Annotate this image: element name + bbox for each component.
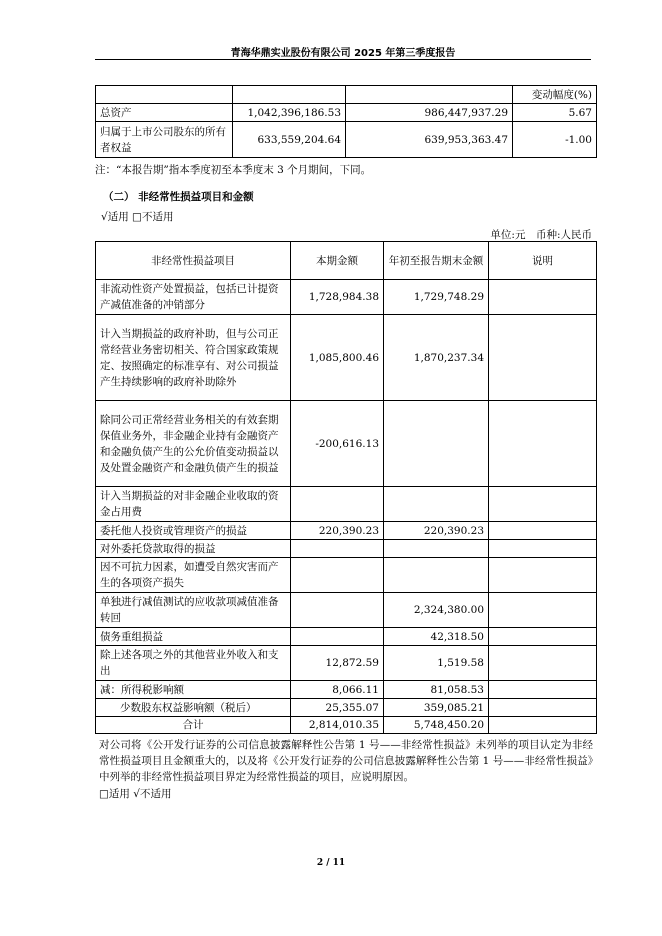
t1-header-empty-1 [96, 86, 233, 104]
t1-row-change: 5.67 [513, 104, 597, 122]
t2-row-note [489, 401, 597, 487]
t2-row-note [489, 280, 597, 315]
applicable-checkbox-line-2: □适用 √不适用 [99, 788, 172, 800]
t2-header-note: 说明 [489, 242, 597, 280]
t2-row-item: 对外委托贷款取得的损益 [96, 540, 291, 558]
t2-row-note [489, 558, 597, 593]
t2-row-item: 计入当期损益的政府补助，但与公司正常经营业务密切相关、符合国家政策规定、按照确定的标准享有、对公司损益产生持续影响的政府补助除外 [96, 315, 291, 401]
t1-row-prior: 986,447,937.29 [346, 104, 513, 122]
t1-row-item: 归属于上市公司股东的所有者权益 [96, 122, 233, 158]
t2-row-note [489, 646, 597, 681]
t2-row-note [489, 681, 597, 699]
t2-row-ytd: 1,729,748.29 [384, 280, 489, 315]
t2-row-ytd: 42,318.50 [384, 628, 489, 646]
t2-row-current: 220,390.23 [291, 522, 384, 540]
t2-row-current: 1,085,800.46 [291, 315, 384, 401]
explanation-paragraph: 对公司将《公开发行证券的公司信息披露解释性公告第 1 号——非经常性损益》未列举的项目认定为非经常性损益项目且金额重大的，以及将《公开发行证券的公司信息披露解释性公告第 1 号——非经常性损益》中列举的非经常性损益项目界定为经常性损益的项目，应说明原因。 [99, 739, 593, 783]
t2-row-note [489, 628, 597, 646]
t1-row-item: 总资产 [96, 104, 233, 122]
t2-row-current: 12,872.59 [291, 646, 384, 681]
t2-total-note [489, 717, 597, 734]
t2-total-ytd: 5,748,450.20 [384, 717, 489, 734]
t1-row-change: -1.00 [513, 122, 597, 158]
t2-row-ytd: 220,390.23 [384, 522, 489, 540]
t2-row-item: 因不可抗力因素，如遭受自然灾害而产生的各项资产损失 [96, 558, 291, 593]
t2-row-current [291, 558, 384, 593]
t2-row-current: 8,066.11 [291, 681, 384, 699]
section-title: （二） 非经常性损益项目和金额 [103, 191, 254, 203]
t1-header-empty-3 [346, 86, 513, 104]
t2-total-current: 2,814,010.35 [291, 717, 384, 734]
header-rule [95, 59, 591, 60]
t2-row-note [489, 315, 597, 401]
applicable-checkbox-line: √适用 □不适用 [101, 211, 174, 223]
t2-row-current: 1,728,984.38 [291, 280, 384, 315]
t2-header-current: 本期金额 [291, 242, 384, 280]
report-period-note: 注：“本报告期”指本季度初至本季度末 3 个月期间，下同。 [95, 164, 372, 176]
t2-row-current [291, 593, 384, 628]
t2-row-note [489, 540, 597, 558]
t2-header-item: 非经常性损益项目 [96, 242, 291, 280]
t1-header-empty-2 [233, 86, 346, 104]
t2-row-ytd: 1,519.58 [384, 646, 489, 681]
financial-indicators-table [95, 85, 597, 158]
t2-row-ytd: 1,870,237.34 [384, 315, 489, 401]
t2-row-ytd [384, 540, 489, 558]
t2-row-current [291, 487, 384, 522]
t2-row-item: 少数股东权益影响额（税后） [96, 699, 291, 717]
page-number: 2 / 11 [316, 858, 346, 868]
t2-row-ytd: 359,085.21 [384, 699, 489, 717]
t2-row-ytd: 81,058.53 [384, 681, 489, 699]
t1-header-change: 变动幅度(%) [513, 86, 597, 104]
unit-currency: 单位:元 币种:人民币 [490, 229, 592, 241]
t2-row-item: 计入当期损益的对非金融企业收取的资金占用费 [96, 487, 291, 522]
t2-row-note [489, 487, 597, 522]
page-header: 青海华鼎实业股份有限公司 2025 年第三季度报告 [230, 48, 456, 59]
t1-row-current: 1,042,396,186.53 [233, 104, 346, 122]
t1-row-prior: 639,953,363.47 [346, 122, 513, 158]
t2-row-item: 减：所得税影响额 [96, 681, 291, 699]
t2-row-ytd [384, 401, 489, 487]
t2-row-ytd [384, 487, 489, 522]
t2-row-item: 委托他人投资或管理资产的损益 [96, 522, 291, 540]
t2-total-label: 合计 [96, 717, 291, 734]
non-recurring-items-table [95, 241, 597, 734]
t2-header-ytd: 年初至报告期末金额 [384, 242, 489, 280]
t2-row-current: -200,616.13 [291, 401, 384, 487]
t2-row-note [489, 522, 597, 540]
t2-row-item: 非流动性资产处置损益，包括已计提资产减值准备的冲销部分 [96, 280, 291, 315]
t2-row-current: 25,355.07 [291, 699, 384, 717]
t2-row-note [489, 593, 597, 628]
t2-row-note [489, 699, 597, 717]
t2-row-current [291, 540, 384, 558]
t2-row-item: 单独进行减值测试的应收款项减值准备转回 [96, 593, 291, 628]
t2-row-current [291, 628, 384, 646]
t2-row-ytd [384, 558, 489, 593]
t2-row-item: 除同公司正常经营业务相关的有效套期保值业务外，非金融企业持有金融资产和金融负债产生的公允价值变动损益以及处置金融资产和金融负债产生的损益 [96, 401, 291, 487]
t2-row-item: 除上述各项之外的其他营业外收入和支出 [96, 646, 291, 681]
t1-row-current: 633,559,204.64 [233, 122, 346, 158]
t2-row-item: 债务重组损益 [96, 628, 291, 646]
t2-row-ytd: 2,324,380.00 [384, 593, 489, 628]
